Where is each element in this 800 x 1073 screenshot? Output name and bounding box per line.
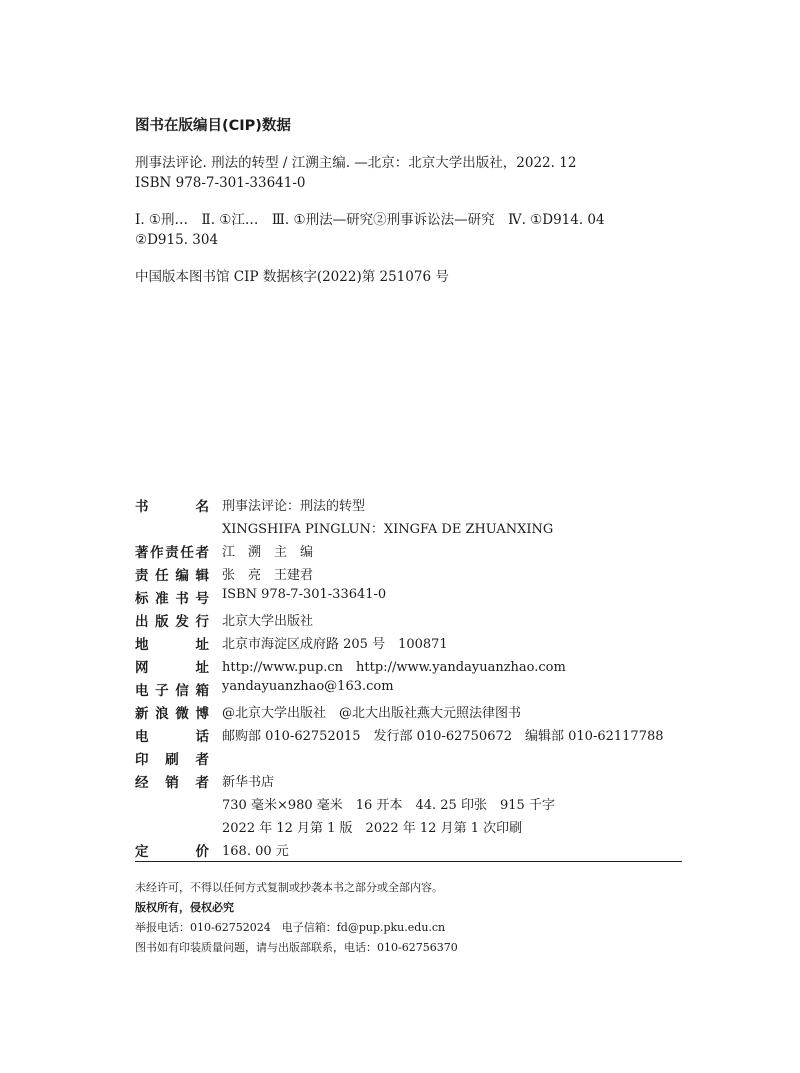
footer-rights: 版权所有，侵权必究 — [135, 901, 234, 914]
label-weibo: 新 浪 微 博 — [135, 706, 209, 722]
footer-quality: 图书如有印装质量问题，请与出版部联系，电话：010-62756370 — [135, 941, 458, 954]
label-website: 网 址 — [135, 660, 209, 676]
cip-title: 图书在版编目(CIP)数据 — [135, 118, 291, 134]
label-author: 著 作 责 任 者 — [135, 545, 209, 561]
label-isbn: 标 准 书 号 — [135, 591, 209, 607]
value-email: yandayuanzhao@163.com — [222, 679, 394, 694]
cip-line-isbn: ISBN 978-7-301-33641-0 — [135, 175, 306, 191]
value-weibo: @北京大学出版社 @北大出版社燕大元照法律图书 — [222, 706, 522, 721]
value-phone: 邮购部 010-62752015 发行部 010-62750672 编辑部 010-62117788 — [222, 729, 664, 744]
label-address: 地 址 — [135, 637, 209, 653]
value-website: http://www.pup.cn http://www.yandayuanzhao.com — [222, 660, 566, 675]
label-publisher: 出 版 发 行 — [135, 614, 209, 630]
footer-report: 举报电话：010-62752024 电子信箱：fd@pup.pku.edu.cn — [135, 921, 446, 934]
label-book-name: 书 名 — [135, 499, 209, 515]
footer-divider — [135, 861, 682, 862]
value-book-name: 刑事法评论：刑法的转型 — [222, 499, 366, 514]
cip-line-record-no: 中国版本图书馆 CIP 数据核字(2022)第 251076 号 — [135, 269, 449, 285]
value-price: 168. 00 元 — [222, 844, 289, 859]
value-editor: 张 亮 王建君 — [222, 568, 314, 583]
label-phone: 电 话 — [135, 729, 209, 745]
value-isbn: ISBN 978-7-301-33641-0 — [222, 587, 387, 602]
value-edition: 2022 年 12 月第 1 版 2022 年 12 月第 1 次印刷 — [222, 821, 523, 836]
label-editor: 责 任 编 辑 — [135, 568, 209, 584]
value-format: 730 毫米×980 毫米 16 开本 44. 25 印张 915 千字 — [222, 798, 555, 813]
footer-notice: 未经许可，不得以任何方式复制或抄袭本书之部分或全部内容。 — [135, 881, 443, 894]
cip-line-title: 刑事法评论. 刑法的转型 / 江溯主编. —北京：北京大学出版社，2022. 12 — [135, 155, 577, 171]
value-address: 北京市海淀区成府路 205 号 100871 — [222, 637, 448, 652]
label-price: 定 价 — [135, 844, 209, 860]
value-distributor: 新华书店 — [222, 775, 275, 790]
value-publisher: 北京大学出版社 — [222, 614, 314, 629]
label-printer: 印 刷 者 — [135, 752, 209, 768]
value-book-name-pinyin: XINGSHIFA PINGLUN：XINGFA DE ZHUANXING — [222, 522, 554, 537]
cip-line-classification-cont: ②D915. 304 — [135, 232, 219, 248]
label-distributor: 经 销 者 — [135, 775, 209, 791]
cip-line-classification: Ⅰ. ①刑… Ⅱ. ①江… Ⅲ. ①刑法—研究②刑事诉讼法—研究 Ⅳ. ①D914. 04 — [135, 212, 605, 228]
label-email: 电 子 信 箱 — [135, 683, 209, 699]
value-author: 江 溯 主 编 — [222, 545, 314, 560]
